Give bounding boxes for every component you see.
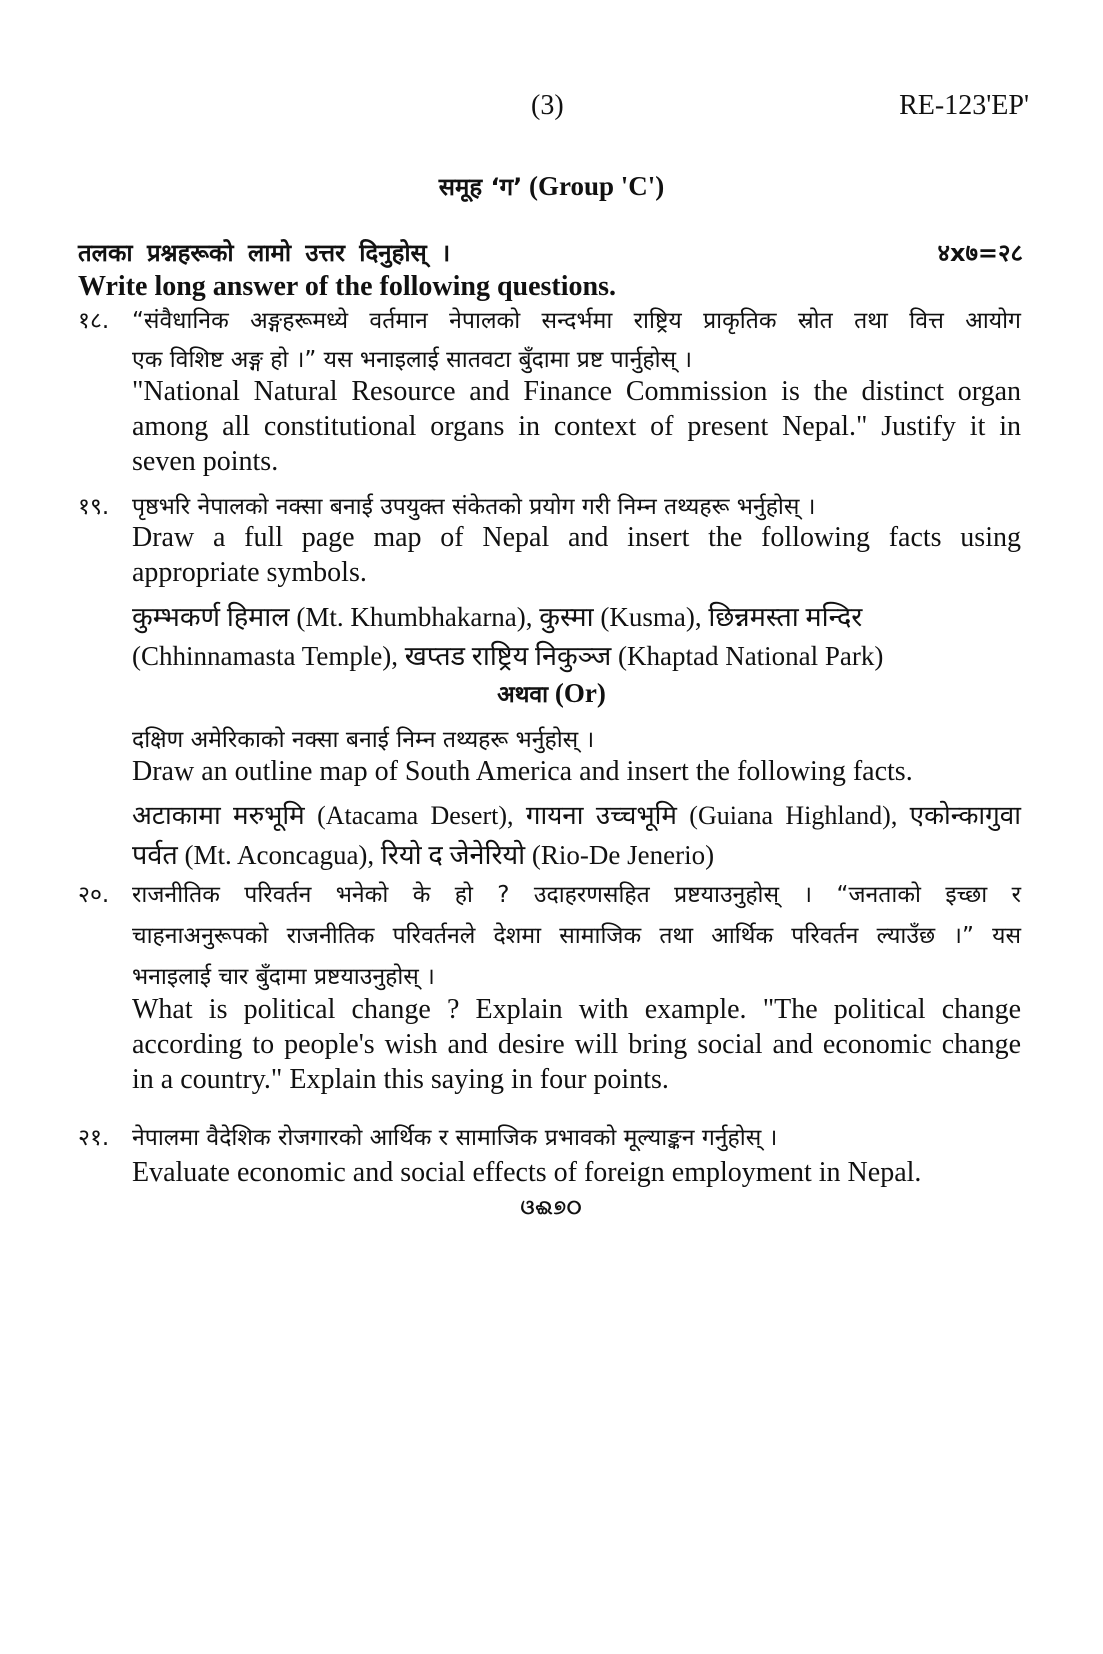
question-20-english-line-1: What is political change ? Explain with example. "The political change	[132, 994, 1021, 1025]
question-19-alt-facts-line-1: अटाकामा मरुभूमि (Atacama Desert), गायना उच्चभूमि (Guiana Highland), एकोन्कागुवा	[132, 801, 1021, 830]
group-heading	[0, 170, 1103, 203]
question-19-facts-text-1: कुम्भकर्ण हिमाल (Mt. Khumbhakarna), कुस्मा (Kusma), छिन्नमस्ता मन्दिर	[132, 602, 863, 632]
question-19-alt-facts-line-2: पर्वत (Mt. Aconcagua), रियो द जेनेरियो (Rio-De Jenerio)	[132, 840, 715, 870]
question-18-english-line-2: among all constitutional organs in context of present Nepal." Justify it in	[132, 411, 1021, 442]
page-number: (3)	[531, 90, 564, 121]
question-18-nepali-line-1: “संवैधानिक अङ्गहरूमध्ये वर्तमान नेपालको सन्दर्भमा राष्ट्रिय प्राकृतिक स्रोत तथा वित्त आयोग	[132, 308, 1021, 334]
group-heading-english: (Group 'C')	[528, 171, 665, 201]
or-heading-nepali: अथवा	[497, 682, 549, 708]
question-19-alt-nepali-line: दक्षिण अमेरिकाको नक्सा बनाई निम्न तथ्यहरू भर्नुहोस् ।	[132, 727, 595, 753]
paper-code: RE-123'EP'	[899, 90, 1029, 121]
question-20-nepali-line-2: चाहनाअनुरूपको राजनीतिक परिवर्तनले देशमा सामाजिक तथा आर्थिक परिवर्तन ल्याउँछ ।” यस	[132, 923, 1021, 949]
question-19-nepali-line: पृष्ठभरि नेपालको नक्सा बनाई उपयुक्त संकेतको प्रयोग गरी निम्न तथ्यहरू भर्नुहोस् ।	[132, 494, 816, 520]
question-18-number: १८.	[78, 308, 110, 334]
question-21-nepali-line: नेपालमा वैदेशिक रोजगारको आर्थिक र सामाजिक प्रभावको मूल्याङ्कन गर्नुहोस् ।	[132, 1125, 778, 1151]
question-18-english-line-3: seven points.	[132, 446, 279, 477]
marks-allocation: ४x७=२८	[937, 239, 1023, 267]
question-19-facts-line-1	[132, 597, 1021, 634]
question-20-english-line-3: in a country." Explain this saying in four points.	[132, 1064, 669, 1095]
end-ornament: ଓଈ୭୦	[520, 1197, 583, 1219]
instruction-nepali: तलका प्रश्नहरूको लामो उत्तर दिनुहोस् ।	[78, 239, 451, 267]
question-20-nepali-line-1: राजनीतिक परिवर्तन भनेको के हो ? उदाहरणसहित प्रष्टयाउनुहोस् । “जनताको इच्छा र	[132, 882, 1021, 908]
question-19-english-line-1: Draw a full page map of Nepal and insert the following facts using	[132, 522, 1021, 553]
question-21-number: २१.	[78, 1125, 110, 1151]
or-heading-english: (Or)	[554, 678, 606, 708]
question-19-number: १९.	[78, 494, 110, 520]
question-19-english-line-2: appropriate symbols.	[132, 557, 367, 588]
or-heading	[0, 677, 1103, 709]
question-19-facts-text-2: (Chhinnamasta Temple), खप्तड राष्ट्रिय निकुञ्ज (Khaptad National Park)	[132, 641, 884, 671]
question-21-english-line: Evaluate economic and social effects of foreign employment in Nepal.	[132, 1157, 922, 1188]
question-20-number: २०.	[78, 882, 110, 908]
question-18-english-line-1: "National Natural Resource and Finance Commission is the distinct organ	[132, 376, 1021, 407]
group-heading-nepali: समूह ‘ग’	[438, 173, 523, 201]
question-20-nepali-line-3: भनाइलाई चार बुँदामा प्रष्टयाउनुहोस् ।	[132, 964, 435, 990]
question-20-english-line-2: according to people's wish and desire will bring social and economic change	[132, 1029, 1021, 1060]
question-19-alt-english-line: Draw an outline map of South America and insert the following facts.	[132, 756, 913, 787]
question-19-facts-line-2	[132, 636, 1021, 673]
question-18-nepali-line-2: एक विशिष्ट अङ्ग हो ।” यस भनाइलाई सातवटा बुँदामा प्रष्ट पार्नुहोस् ।	[132, 347, 693, 373]
instruction-english: Write long answer of the following questions.	[78, 271, 616, 302]
